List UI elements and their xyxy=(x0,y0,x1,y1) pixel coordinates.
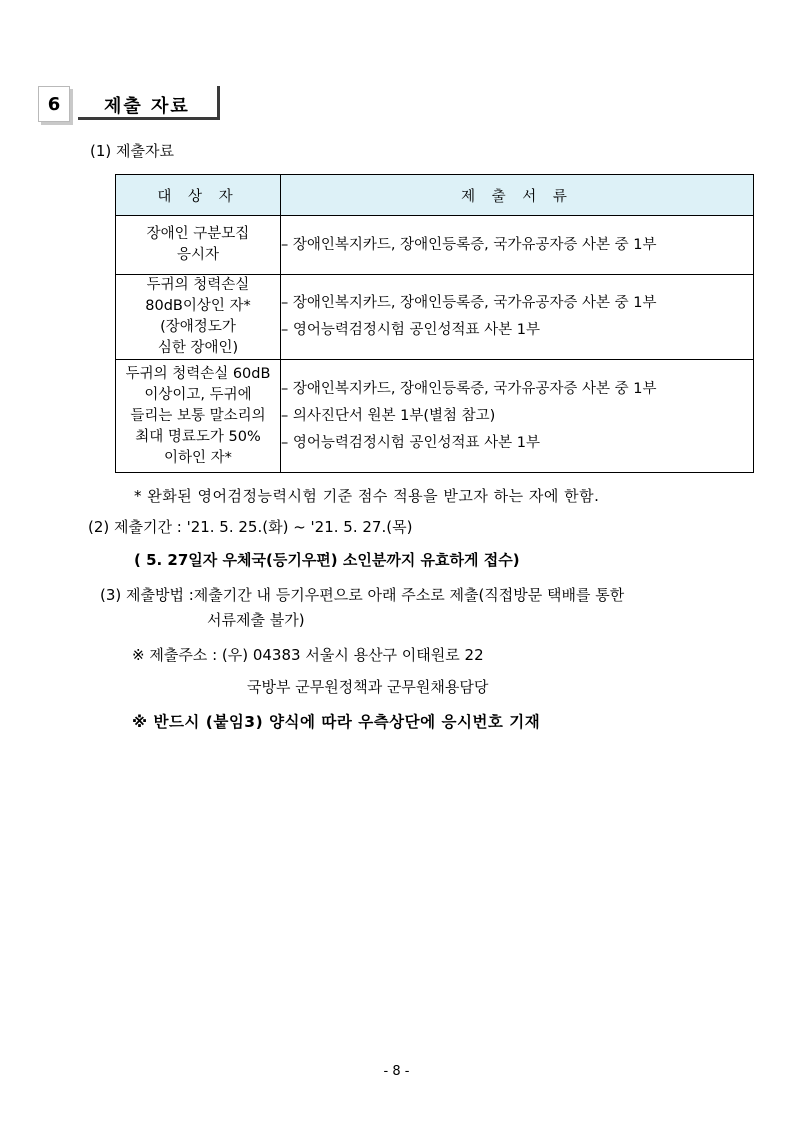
submission-address: ※ 제출주소 : (우) 04383 서울시 용산구 이태원로 22 xyxy=(132,646,484,664)
documents-cell xyxy=(281,216,754,275)
table-row xyxy=(116,275,754,360)
document-item: – 장애인복지카드, 장애인등록증, 국가유공자증 사본 중 1부 xyxy=(281,295,657,311)
target-cell xyxy=(116,360,281,473)
target-line: 두귀의 청력손실 60dB xyxy=(125,365,271,382)
submission-period-note: ( 5. 27일자 우체국(등기우편) 소인분까지 유효하게 접수) xyxy=(134,551,520,569)
target-line: 최대 명료도가 50% xyxy=(135,428,261,445)
target-line: 응시자 xyxy=(176,247,220,263)
target-line: 심한 장애인) xyxy=(157,340,239,356)
submission-method xyxy=(100,583,624,633)
table-header-row xyxy=(116,175,754,216)
target-line: 80dB이상인 자* xyxy=(145,298,251,314)
section-title: 제출 자료 xyxy=(104,96,190,117)
method-line-continued: 서류제출 불가) xyxy=(207,611,305,629)
document-item: – 장애인복지카드, 장애인등록증, 국가유공자증 사본 중 1부 xyxy=(281,236,657,253)
target-line: 두귀의 청력손실 xyxy=(146,277,250,293)
subheading: (1) 제출자료 xyxy=(90,142,174,160)
table-row xyxy=(116,360,754,473)
header-documents: 제 출 서 류 xyxy=(281,175,754,216)
section-header xyxy=(38,86,228,124)
document-item: – 영어능력검정시험 공인성적표 사본 1부 xyxy=(281,434,541,451)
target-cell xyxy=(116,216,281,275)
table-row xyxy=(116,216,754,275)
target-line: 이하인 자* xyxy=(164,449,232,466)
target-line: 장애인 구분모집 xyxy=(146,226,250,242)
document-item: – 장애인복지카드, 장애인등록증, 국가유공자증 사본 중 1부 xyxy=(281,380,657,397)
documents-cell xyxy=(281,275,754,360)
section-number: 6 xyxy=(38,86,70,122)
header-target: 대 상 자 xyxy=(116,175,281,216)
submission-period: (2) 제출기간 : '21. 5. 25.(화) ~ '21. 5. 27.(목) xyxy=(88,518,413,536)
target-line: 이상이고, 두귀에 xyxy=(144,386,252,403)
documents-cell xyxy=(281,360,754,473)
submission-address-org: 국방부 군무원정책과 군무원채용담당 xyxy=(247,678,489,696)
important-notice: ※ 반드시 (붙임3) 양식에 따라 우측상단에 응시번호 기재 xyxy=(132,713,541,731)
document-item: – 의사진단서 원본 1부(별첨 참고) xyxy=(281,407,496,424)
footnote: * 완화된 영어검정능력시험 기준 점수 적용을 받고자 하는 자에 한함. xyxy=(134,487,600,505)
section-title-box xyxy=(78,86,220,120)
method-line: (3) 제출방법 :제출기간 내 등기우편으로 아래 주소로 제출(직접방문 택배를 통한 xyxy=(100,586,625,604)
target-line: (장애정도가 xyxy=(160,319,236,335)
target-line: 들리는 보통 말소리의 xyxy=(130,407,266,424)
target-cell xyxy=(116,275,281,360)
page-number: - 8 - xyxy=(383,1064,410,1079)
document-item: – 영어능력검정시험 공인성적표 사본 1부 xyxy=(281,322,541,338)
documents-table xyxy=(115,174,754,473)
